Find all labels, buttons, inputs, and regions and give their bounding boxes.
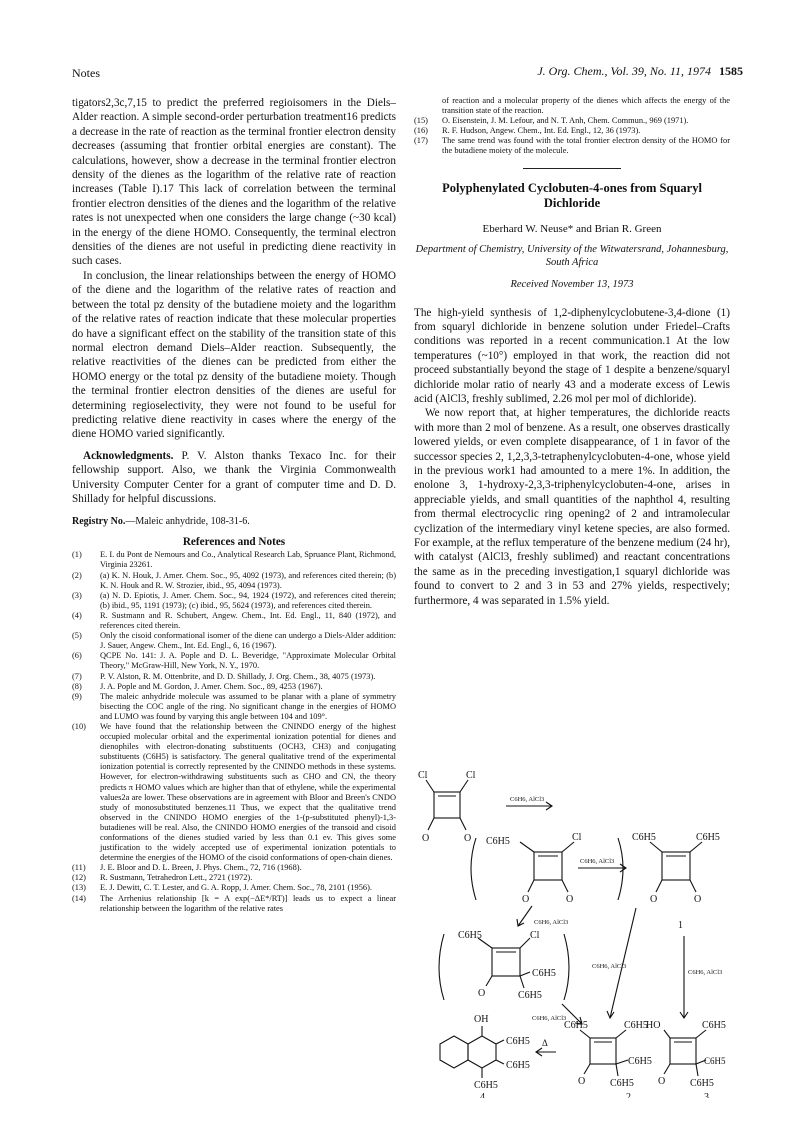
oxygen-label: O (694, 894, 702, 905)
phenyl-label: C6H5 (506, 1060, 530, 1071)
author-affiliation: Department of Chemistry, University of the Witwatersrand, Johannesburg, South Africa (415, 243, 729, 268)
reference-item (72, 682, 396, 692)
reference-text: QCPE No. 141: J. A. Pople and D. L. Beveridge, "Approximate Molecular Orbital Theory," McGraw-Hill, New York, N. Y., 1970. (100, 651, 396, 671)
reference-item (414, 136, 730, 156)
reference-item (72, 692, 396, 722)
reaction-arrow (506, 796, 552, 810)
reference-item (414, 96, 730, 116)
oxygen-label: O (478, 988, 486, 999)
reference-item (72, 873, 396, 883)
reagent-label: C6H6, AlCl3 (510, 796, 545, 803)
reference-number: (15) (414, 116, 428, 126)
article-authors: Eberhard W. Neuse* and Brian R. Green (482, 222, 662, 235)
chlorine-label: Cl (418, 770, 428, 781)
reference-list-left (72, 550, 396, 913)
references-title: References and Notes (182, 536, 286, 549)
phenyl-label: C6H5 (532, 968, 556, 979)
reagent-label: C6H6, AlCl3 (532, 1015, 567, 1022)
reference-number: (1) (72, 550, 82, 560)
phenyl-label: C6H5 (564, 1020, 588, 1031)
reference-text: Only the cisoid conformational isomer of the diene can undergo a Diels-Alder addition: J. Sauer, Angew. Chem., Int. Ed. Engl., 6, 16 (1967). (100, 631, 396, 651)
reference-list-right (414, 96, 730, 157)
reaction-arrow (536, 1038, 556, 1056)
reference-item (72, 894, 396, 914)
compound-2-tetraphenylcyclobutenone (564, 1020, 652, 1098)
phenyl-label: C6H5 (518, 990, 542, 1001)
right-paragraph-2: We now report that, at higher temperatures, the dichloride reacts with more than 2 mol of benzene. As a result, one observes drastically lowered yields, or even complete disappearance, of 1 in favor of the successor species 2, 1,2,3,3-tetraphenylcyclobuten-4-one, whose yield in the previous work1 had amounted to a mere 1%. In addition, the enolone 3, 1-hydroxy-2,3,3-triphenylcyclobuten-4-one, arises in appreciable yields, and small quantities of the naphthol 4, resulting from thermal electrocyclic ring opening2 of 2 and intramolecular cyclization of the intermediary vinyl ketene species, are also formed. For example, at the reflux temperature of the benzene medium (24 hr), with catalyst (AlCl3, freshly sublimed) and reactant concentrations the same as in the preceding investigation,1 squaryl dichloride was found to convert to 2 and 3 in 53 and 27% yields, respectively; furthermore, 4 was separated in 1.5% yield. (414, 407, 730, 607)
phenyl-label: C6H5 (474, 1080, 498, 1091)
left-column (72, 96, 396, 914)
reference-number: (5) (72, 631, 82, 641)
header-left: Notes (72, 66, 100, 80)
compound-3-enolone (646, 1020, 726, 1098)
reference-number: (4) (72, 610, 82, 620)
reference-item (414, 116, 730, 126)
ack-label: Acknowledgments. (83, 449, 174, 462)
reference-item (414, 126, 730, 136)
reference-text: J. A. Pople and M. Gordon, J. Amer. Chem. Soc., 89, 4253 (1967). (100, 681, 323, 691)
reaction-arrow (592, 908, 636, 1018)
reference-number: (11) (72, 863, 86, 873)
reference-number: (8) (72, 681, 82, 691)
header-right (537, 64, 743, 79)
registry-label: Registry No. (72, 516, 126, 528)
reference-text: E. I. du Pont de Nemours and Co., Analytical Research Lab, Spruance Plant, Richmond, Virginia 23261. (100, 550, 396, 570)
reference-text: R. Sustmann and R. Schubert, Angew. Chem., Int. Ed. Engl., 11, 840 (1972), and references cited therein. (100, 610, 396, 631)
reference-text: R. F. Hudson, Angew. Chem., Int. Ed. Engl., 12, 36 (1973). (442, 126, 641, 136)
left-paragraph-1: tigators2,3c,7,15 to predict the preferred regioisomers in the Diels–Alder reaction. A simple second-order perturbation treatment16 predicts a decrease in the rate of reaction as the terminal frontier electron density decreases (assuming that frontier orbital energies are constant). The calculations, however, show a decrease in the terminal frontier electron density of the dienes as the logarithm of the relative rate of reaction increases (Table I).17 This lack of correlation between the terminal frontier electron densities of the dienes and the logarithm of the relative rates is not unexpected when one considers the large change (~30 kcal) in the energy of the diene HOMO. Consequently, the terminal electron densities of the dienes are not useful in predicting diene reactivity in such cases. (72, 97, 396, 268)
oxygen-label: O (566, 894, 574, 905)
compound-1-diphenyldione (632, 832, 720, 931)
received-date: Received November 13, 1973 (510, 278, 634, 290)
reference-text: E. J. Dewitt, C. T. Lester, and G. A. Ropp, J. Amer. Chem. Soc., 78, 2101 (1956). (100, 883, 372, 893)
phenyl-label: C6H5 (696, 832, 720, 843)
left-paragraph-2: In conclusion, the linear relationships between the energy of HOMO of the diene and the logarithm of the relative rates of reaction and between the total pz density of the butadiene moiety and the logarithm of the relative rates of reaction indicate that these molecular properties do have a significant effect on the stability of the transition state of this normal electron demand Diels–Alder reaction. Subsequently, the relative reactivities of the dienes can be predicted from either the HOMO energy or the total pz density of the butadiene moiety. Though the terminal frontier electron densities of the dienes are useful for determining regioselectivity, they were not found to be useful for predicting relative diene reactivity in cases where the energy of the diene HOMO varied significantly. (72, 269, 396, 441)
phenyl-label: C6H5 (690, 1078, 714, 1089)
compound-3-label: 3 (704, 1092, 709, 1098)
reagent-label: C6H6, AlCl3 (592, 963, 627, 970)
reference-text: (a) K. N. Houk, J. Amer. Chem. Soc., 95, 4092 (1973), and references cited therein; (b) K. N. Houk and R. W. Strozier, ibid., 95, 4094 (1973). (100, 570, 396, 590)
phenyl-label: C6H5 (704, 1056, 726, 1066)
reference-item (72, 571, 396, 591)
registry-text: —Maleic anhydride, 108-31-6. (125, 516, 250, 528)
phenyl-label: C6H5 (702, 1020, 726, 1031)
oxygen-label: O (578, 1076, 586, 1087)
reference-number: (6) (72, 651, 82, 661)
reference-number: (3) (72, 590, 82, 600)
hydroxyl-label: HO (646, 1020, 661, 1031)
reference-item (72, 611, 396, 631)
reaction-arrow (578, 858, 626, 872)
chlorine-label: Cl (530, 930, 540, 941)
reference-number: (7) (72, 671, 82, 681)
right-column (414, 96, 730, 608)
oxygen-label: O (464, 833, 472, 844)
reference-text: O. Eisenstein, J. M. Lefour, and N. T. Anh, Chem. Commun., 969 (1971). (442, 116, 689, 126)
reference-item (72, 863, 396, 873)
phenyl-label: C6H5 (610, 1078, 634, 1089)
reference-number: (16) (414, 126, 428, 136)
phenyl-label: C6H5 (506, 1036, 530, 1047)
oxygen-label: O (658, 1076, 666, 1087)
reference-item (72, 883, 396, 893)
reagent-label: C6H6, AlCl3 (688, 969, 723, 976)
acknowledgments (72, 449, 396, 507)
phenyl-label: C6H5 (458, 930, 482, 941)
reference-number: (17) (414, 136, 428, 146)
reference-text: The same trend was found with the total frontier electron density of the HOMO for the butadiene moiety of the molecule. (442, 136, 730, 156)
reference-number: (13) (72, 883, 86, 893)
reaction-scheme-svg (414, 768, 730, 1098)
journal-citation: J. Org. Chem., Vol. 39, No. 11, 1974 (537, 64, 711, 78)
reference-item (72, 651, 396, 671)
compound-1-label: 1 (678, 920, 683, 931)
compound-2-label: 2 (626, 1092, 631, 1098)
reaction-scheme (414, 768, 730, 1098)
hydroxyl-label: OH (474, 1014, 489, 1025)
reference-number: (9) (72, 691, 82, 701)
reference-item (72, 550, 396, 570)
reference-number: (14) (72, 893, 86, 903)
reference-number: (12) (72, 873, 86, 883)
reference-number: (10) (72, 721, 86, 731)
reference-item (72, 672, 396, 682)
phenyl-label: C6H5 (632, 832, 656, 843)
reference-text: The maleic anhydride molecule was assumed to be planar with a plane of symmetry bisecting the COC angle of the ring. No significant change in the energies of HOMO and LUMO was found by varying this angle between 104 and 109°. (100, 691, 396, 721)
reaction-arrow (517, 906, 568, 926)
reference-item (72, 722, 396, 863)
reference-text: R. Sustmann, Tetrahedron Lett., 2721 (1972). (100, 873, 253, 883)
section-divider (523, 168, 621, 169)
reference-text: The Arrhenius relationship [k = A exp(−ΔE*/RT)] leads us to expect a linear relationship between the logarithm of the relative rates (100, 893, 396, 913)
reference-text: P. V. Alston, R. M. Ottenbrite, and D. D. Shillady, J. Org. Chem., 38, 4075 (1973). (100, 671, 376, 681)
reference-text: (a) N. D. Epiotis, J. Amer. Chem. Soc., 94, 1924 (1972), and references cited therein; (b) ibid., 95, 1191 (1973); (c) ibid., 95, 5624 (1973), and references cited therein. (100, 590, 396, 610)
reference-item (72, 631, 396, 651)
reaction-arrow (680, 936, 722, 1018)
reference-number: (2) (72, 570, 82, 580)
phenyl-label: C6H5 (624, 1020, 648, 1031)
reference-text: J. E. Bloor and D. L. Breen, J. Phys. Chem., 72, 716 (1968). (100, 863, 302, 873)
reference-text: of reaction and a molecular property of the dienes which affects the energy of the transition state of the reaction. (442, 96, 730, 116)
compound-4-naphthol (440, 1014, 530, 1098)
oxygen-label: O (422, 833, 430, 844)
registry-number (72, 516, 396, 527)
reagent-label: C6H6, AlCl3 (580, 858, 615, 865)
chlorine-label: Cl (466, 770, 476, 781)
reagent-label: C6H6, AlCl3 (534, 919, 569, 926)
squaryl-dichloride (418, 770, 476, 844)
reference-text: We have found that the relationship between the CNINDO energy of the highest occupied molecular orbital and the experimental ionization potential for dienes and dienophiles with electron-donating substituents (OCH3, CH3) and conjugating substituents (C6H5) is satisfactory. The general qualitative trend of the experimental ionization potential is correctly represented by the CNINDO methods in these systems. However, for electron-withdrawing substituents such as CHO and CN, the theory predicts π HOMO values which are higher than that of ethylene, while the experimental values2a are lower. These observations are in agreement with Bloor and Breen's CNDO study of monosubstituted benzenes.11 Thus, we expect that the qualitative trend observed in the CNINDO HOMO energies of the 1-(p-substituted phenyl)-1,3-butadienes will be real. Also, the CNINDO HOMO energies of the transoid and cisoid conformations of the dienes studied varied by less than 0.1 ev. This gives some justification to the widely accepted use of experimental ionization potentials to determine the energies of the HOMO of the cisoid conformations of open-chain dienes. (100, 721, 396, 863)
compound-4-label: 4 (480, 1092, 485, 1098)
page-number: 1585 (719, 64, 743, 78)
reference-item (72, 591, 396, 611)
oxygen-label: O (522, 894, 530, 905)
phenyl-label: C6H5 (486, 836, 510, 847)
phenyl-label: C6H5 (628, 1056, 652, 1067)
intermediate-diphenylchloro (439, 930, 569, 1001)
right-paragraph-1: The high-yield synthesis of 1,2-diphenylcyclobutene-3,4-dione (1) from squaryl dichloride in benzene solution under Friedel–Crafts conditions was reported in a recent communication.1 At the low temperatures (~10°) employed in that work, the reaction did not proceed substantially beyond the stage of 1 despite a benzene/squaryl dichloride molar ratio of nearly 43 and a moderate excess of Lewis acid (AlCl3, freshly sublimed, 2.26 mol per mol of dichloride). (414, 306, 730, 405)
article-title: Polyphenylated Cyclobuten-4-ones from Squaryl Dichloride (442, 180, 702, 210)
heat-symbol: Δ (542, 1038, 548, 1048)
chlorine-label: Cl (572, 832, 582, 843)
oxygen-label: O (650, 894, 658, 905)
ack-text: P. V. Alston thanks Texaco Inc. for their fellowship support. Also, we thank the Virginia Commonwealth University Computer Center for a grant of computer time and D. D. Shillady for helpful discussions. (72, 449, 397, 505)
